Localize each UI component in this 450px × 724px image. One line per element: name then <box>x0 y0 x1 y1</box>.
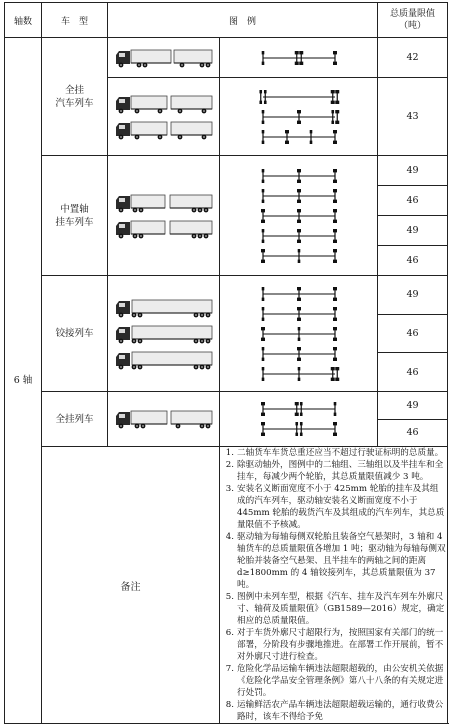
vehicle-illustration <box>108 156 220 276</box>
axle-diagram-cell <box>220 276 378 392</box>
mass-limit-value: 46 <box>378 419 447 447</box>
vehicle-type-cell <box>42 392 108 447</box>
axle-diagram-icon <box>257 209 341 223</box>
axle-diagram-icon <box>257 347 341 361</box>
note-item <box>220 447 447 459</box>
axle-diagram-icon <box>257 287 341 301</box>
vehicle-type-label: 挂车列车 <box>55 216 94 228</box>
notes-label: 备注 <box>42 447 220 724</box>
axle-count-cell: 6 轴 <box>5 38 42 724</box>
axle-diagram-icon <box>257 51 341 65</box>
axle-diagram-cell <box>220 392 378 447</box>
axle-diagram-icon <box>257 189 341 203</box>
note-text: 危险化学品运输车辆违法超限超载的，由公安机关依据《危险化学品安全管理条例》第八十八条的有关规定进行处罚。 <box>237 664 444 698</box>
table-row <box>5 38 448 78</box>
axle-diagram-icon <box>257 169 341 183</box>
axle-diagram-icon <box>257 422 341 436</box>
axle-diagram-icon <box>257 367 341 381</box>
header-vehicle-type: 车 型 <box>42 3 108 38</box>
truck-icon <box>110 324 218 344</box>
note-number: 8. <box>225 700 234 710</box>
mass-limit-stack <box>378 156 448 276</box>
mass-limit-value: 49 <box>406 165 419 176</box>
note-number: 4. <box>225 532 234 542</box>
note-text: 安装名义断面宽度不小于 425mm 轮胎的挂车及其组成的汽车列车，驱动轴安装名义断面宽度不小于 445mm 轮胎的载货汽车及其组成的汽车列车，其总质量限值不予核减。 <box>237 484 445 530</box>
vehicle-type-cell <box>42 156 108 276</box>
truck-icon <box>110 409 218 429</box>
vehicle-type-cell <box>42 38 108 156</box>
vehicle-illustration <box>108 392 220 447</box>
mass-limit-value: 46 <box>378 245 447 275</box>
truck-icon <box>110 298 218 318</box>
mass-limit-value: 49 <box>406 399 419 411</box>
note-number: 7. <box>225 664 234 674</box>
mass-limit-stack <box>378 276 448 392</box>
table-row <box>5 276 448 392</box>
axle-diagram-icon <box>257 229 341 243</box>
truck-icon <box>110 219 218 239</box>
table-row <box>5 156 448 276</box>
notes-row <box>5 447 448 724</box>
mass-limit-value: 46 <box>378 314 447 353</box>
note-text: 驱动轴为每轴每侧双轮胎且装备空气悬架时，3 轴和 4 轴货车的总质量限值各增加 1 吨；驱动轴为每轴每侧双轮胎并装备空气悬架、且半挂车的两轴之间的距离 d≥1800mm 的 4 轴铰接列车，其总质量限值为 37 吨。 <box>237 532 446 590</box>
note-text: 对于车货外廓尺寸超限行为，按照国家有关部门的统一部署，分阶段有步骤地推进。在部署工作开展前，暂不对外廓尺寸进行检查。 <box>237 628 444 662</box>
note-item <box>220 483 447 531</box>
mass-limit-value: 46 <box>378 185 447 215</box>
mass-limit-stack <box>378 392 448 447</box>
truck-icon <box>110 120 218 140</box>
mass-limit-value: 43 <box>378 78 448 156</box>
truck-icon <box>110 350 218 370</box>
note-number: 5. <box>225 592 234 602</box>
note-number: 3. <box>225 484 234 494</box>
note-text: 运输鲜活农产品车辆违法超限超载运输的，通行收费公路时，该车不得给予免 <box>237 700 444 722</box>
note-text: 二轴货车车货总重还应当不超过行驶证标明的总质量。 <box>237 448 444 458</box>
axle-diagram-icon <box>257 110 341 124</box>
header-mass-limit-label: 总质量限值 <box>390 9 436 19</box>
vehicle-type-label: 汽车列车 <box>55 97 94 109</box>
note-item <box>220 627 447 663</box>
header-mass-limit-unit: （吨） <box>399 21 427 31</box>
vehicle-type-label: 铰接列车 <box>55 328 94 339</box>
header-axle-count: 轴数 <box>5 3 42 38</box>
axle-diagram-icon <box>257 402 341 416</box>
note-number: 6. <box>225 628 234 638</box>
note-number: 1. <box>225 448 234 458</box>
note-text: 除驱动轴外，图例中的二轴组、三轴组以及半挂车和全挂车，每减少两个轮胎，其总质量限值减少 3 吨。 <box>237 460 444 482</box>
vehicle-illustration <box>108 38 220 78</box>
truck-icon <box>110 48 218 68</box>
axle-diagram-icon <box>257 249 341 263</box>
truck-icon <box>110 94 218 114</box>
axle-diagram-cell <box>220 38 378 78</box>
vehicle-mass-limit-table <box>4 2 448 724</box>
notes-content <box>220 447 448 724</box>
table-row <box>5 392 448 447</box>
note-item <box>220 459 447 483</box>
note-item <box>220 699 447 723</box>
axle-diagram-cell <box>220 78 378 156</box>
axle-diagram-icon <box>257 307 341 321</box>
header-illustration: 图 例 <box>108 3 378 38</box>
axle-diagram-icon <box>257 90 341 104</box>
vehicle-type-cell <box>42 276 108 392</box>
vehicle-illustration <box>108 78 220 156</box>
mass-limit-value: 49 <box>406 289 419 301</box>
mass-limit-value: 42 <box>378 38 448 78</box>
note-number: 2. <box>225 460 234 470</box>
mass-limit-value: 46 <box>378 352 447 391</box>
truck-icon <box>110 193 218 213</box>
mass-limit-value: 49 <box>378 215 447 245</box>
axle-diagram-icon <box>257 327 341 341</box>
axle-diagram-icon <box>257 130 341 144</box>
vehicle-type-label: 全挂列车 <box>55 413 94 425</box>
vehicle-illustration <box>108 276 220 392</box>
note-item <box>220 591 447 627</box>
table-header-row <box>5 3 448 38</box>
note-item <box>220 531 447 591</box>
header-mass-limit <box>378 3 448 38</box>
note-item <box>220 663 447 699</box>
vehicle-type-label: 全挂 <box>64 84 84 96</box>
note-text: 图例中未列车型，根据《汽车、挂车及汽车列车外廓尺寸、轴荷及质量限值》（GB1589—2016）规定，确定相应的总质量限值。 <box>237 592 445 626</box>
axle-diagram-cell <box>220 156 378 276</box>
vehicle-type-label: 中置轴 <box>60 203 89 215</box>
